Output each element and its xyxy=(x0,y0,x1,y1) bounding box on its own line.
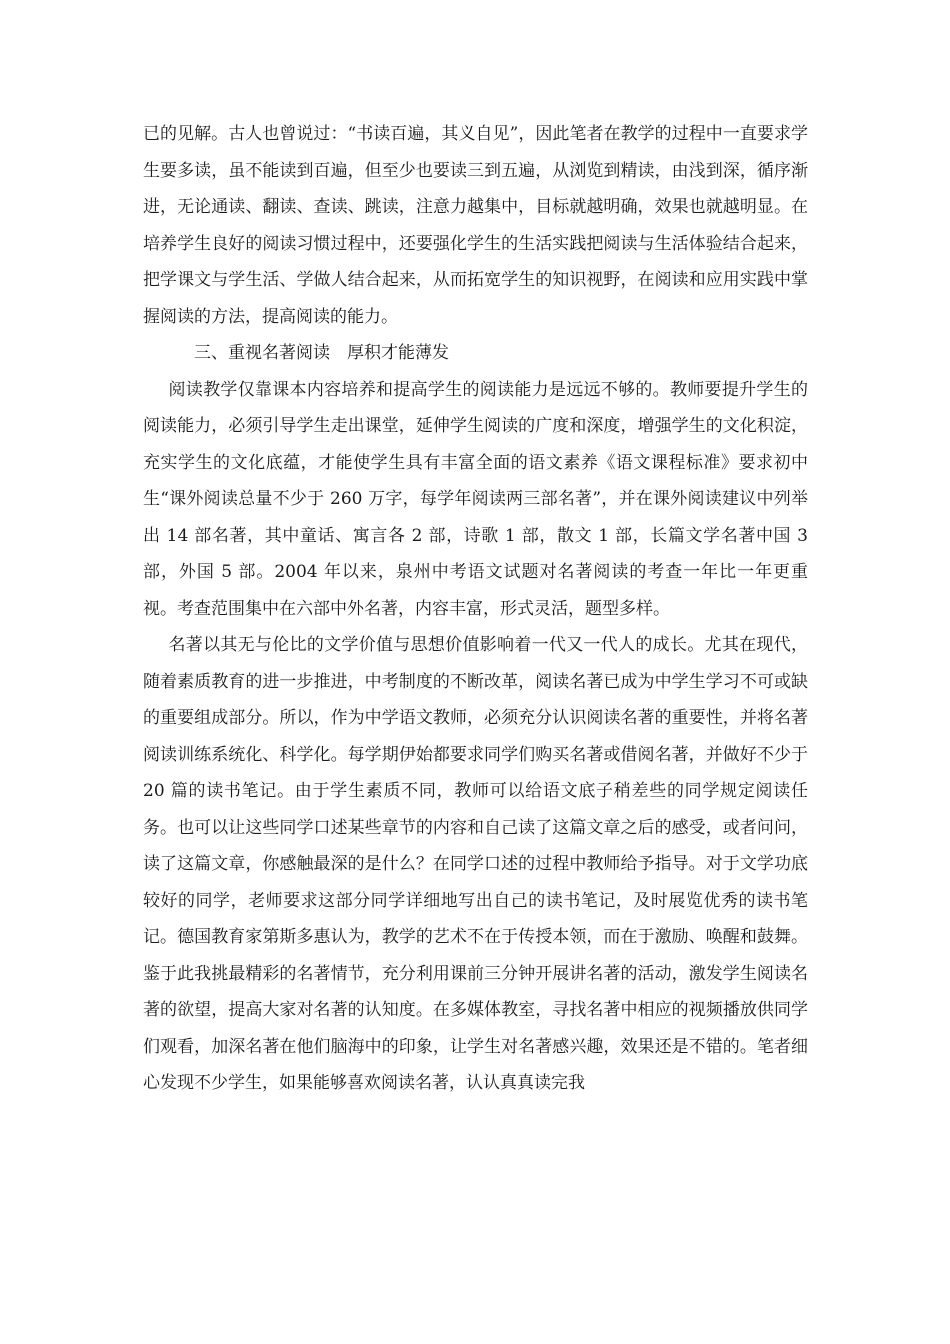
paragraph-masterpieces: 名著以其无与伦比的文学价值与思想价值影响着一代又一代人的成长。尤其在现代，随着素质教育的进一步推进，中考制度的不断改革，阅读名著已成为中学生学习不可或缺的重要组成部分。所以，作为中学语文教师，必须充分认识阅读名著的重要性，并将名著阅读训练系统化、科学化。每学期伊始都要求同学们购买名著或借阅名著，并做好不少于 20 篇的读书笔记。由于学生素质不同，教师可以给语文底子稍差些的同学规定阅读任务。也可以让这些同学口述某些章节的内容和自己读了这篇文章之后的感受，或者问问，读了这篇文章，你感触最深的是什么？在同学口述的过程中教师给予指导。对于文学功底较好的同学，老师要求这部分同学详细地写出自己的读书笔记，及时展览优秀的读书笔记。德国教育家第斯多惠认为，教学的艺术不在于传授本领，而在于激励、唤醒和鼓舞。鉴于此我挑最精彩的名著情节，充分利用课前三分钟开展讲名著的活动，激发学生阅读名著的欲望，提高大家对名著的认知度。在多媒体教室，寻找名著中相应的视频播放供同学们观看，加深名著在他们脑海中的印象，让学生对名著感兴趣，效果还是不错的。笔者细心发现不少学生，如果能够喜欢阅读名著，认认真真读完我 xyxy=(143,635,808,1093)
paragraph-continuation: 已的见解。古人也曾说过：“书读百遍，其义自见”，因此笔者在教学的过程中一直要求学生要多读，虽不能读到百遍，但至少也要读三到五遍，从浏览到精读，由浅到深，循序渐进，无论通读、翻读、查读、跳读，注意力越集中，目标就越明确，效果也就越明显。在培养学生良好的阅读习惯过程中，还要强化学生的生活实践把阅读与生活体验结合起来，把学课文与学生活、学做人结合起来，从而拓宽学生的知识视野，在阅读和应用实践中掌握阅读的方法，提高阅读的能力。 xyxy=(143,124,808,327)
paragraph-reading-teaching: 阅读教学仅靠课本内容培养和提高学生的阅读能力是远远不够的。教师要提升学生的阅读能力，必须引导学生走出课堂，延伸学生阅读的广度和深度，增强学生的文化积淀，充实学生的文化底蕴，才能使学生具有丰富全面的语文素养《语文课程标准》要求初中生“课外阅读总量不少于 260 万字，每学年阅读两三部名著”，并在课外阅读建议中列举出 14 部名著，其中童话、寓言各 2 部，诗歌 1 部，散文 1 部，长篇文学名著中国 3 部，外国 5 部。2004 年以来，泉州中考语文试题对名著阅读的考查一年比一年更重视。考查范围集中在六部中外名著，内容丰富，形式灵活，题型多样。 xyxy=(143,379,808,619)
section-heading: 三、重视名著阅读 厚积才能薄发 xyxy=(194,343,449,363)
document-page xyxy=(143,116,808,1102)
